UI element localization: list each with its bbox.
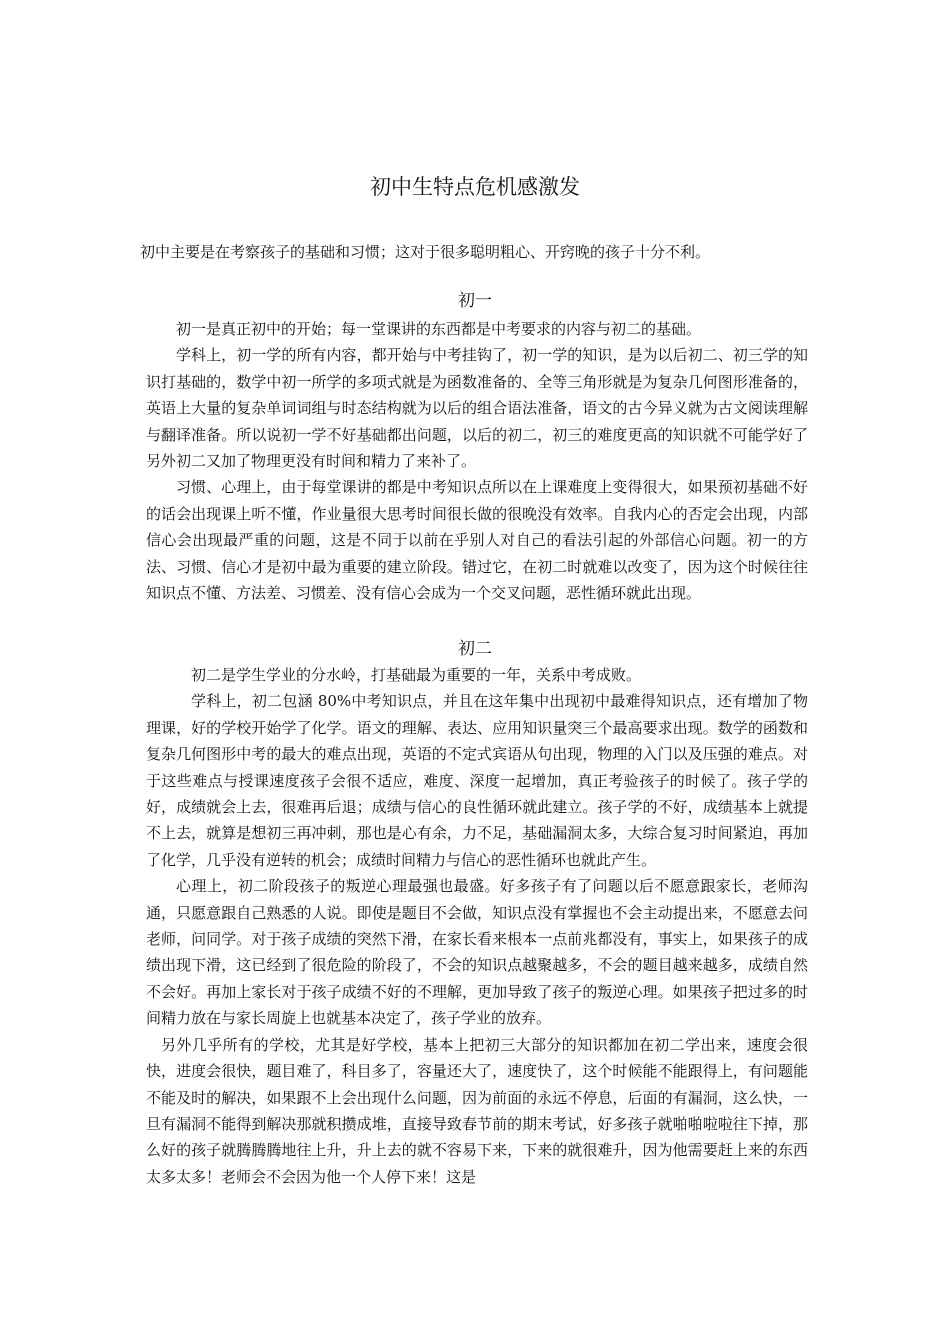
paragraph: 初一是真正初中的开始；每一堂课讲的东西都是中考要求的内容与初二的基础。 xyxy=(176,320,702,338)
paragraph: 学科上，初二包涵 80%中考知识点，并且在这年集中出现初中最难得知识点，还有增加了物理课，好的学校开始学了化学。语文的理解、表达、应用知识量突三个最高要求出现。数学的函数和复杂几何图形中考的最大的难点出现，英语的不定式宾语从句出现，物理的入门以及压强的难点。对于这些难点与授课速度孩子会很不适应，难度、深度一起增加，真正考验孩子的时候了。孩子学的好，成绩就会上去，很难再后退；成绩与信心的良性循环就此建立。孩子学的不好，成绩基本上就提不上去，就算是想初三再冲刺，那也是心有余，力不足，基础漏洞太多，大综合复习时间紧迫，再加了化学，几乎没有逆转的机会；成绩时间精力与信心的恶性循环也就此产生。 xyxy=(146,692,808,869)
section-body-grade-8 xyxy=(146,662,808,1190)
paragraph: 心理上，初二阶段孩子的叛逆心理最强也最盛。好多孩子有了问题以后不愿意跟家长，老师沟通，只愿意跟自己熟悉的人说。即使是题目不会做，知识点没有掌握也不会主动提出来，不愿意去问老师，问同学。对于孩子成绩的突然下滑，在家长看来根本一点前兆都没有，事实上，如果孩子的成绩出现下滑，这已经到了很危险的阶段了，不会的知识点越聚越多，不会的题目越来越多，成绩自然不会好。再加上家长对于孩子成绩不好的不理解，更加导致了孩子的叛逆心理。如果孩子把过多的时间精力放在与家长周旋上也就基本决定了，孩子学业的放弃。 xyxy=(146,877,808,1028)
paragraph: 初二是学生学业的分水岭，打基础最为重要的一年，关系中考成败。 xyxy=(191,666,642,684)
document-title: 初中生特点危机感激发 xyxy=(370,175,580,199)
paragraph: 学科上，初一学的所有内容，都开始与中考挂钩了，初一学的知识，是为以后初二、初三学的知识打基础的，数学中初一所学的多项式就是为函数准备的、全等三角形就是为复杂几何图形准备的，英语上大量的复杂单词词组与时态结构就为以后的组合语法准备，语文的古今异义就为古文阅读理解与翻译准备。所以说初一学不好基础都出问题，以后的初二，初三的难度更高的知识就不可能学好了另外初二又加了物理更没有时间和精力了来补了。 xyxy=(146,346,808,471)
intro-paragraph: 初中主要是在考察孩子的基础和习惯；这对于很多聪明粗心、开窍晚的孩子十分不利。 xyxy=(140,243,711,261)
section-heading-grade-8: 初二 xyxy=(458,639,492,659)
paragraph: 另外几乎所有的学校，尤其是好学校，基本上把初三大部分的知识都加在初二学出来，速度会很快，进度会很快，题目难了，科目多了，容量还大了，速度快了，这个时候能不能跟得上，有问题能不能及时的解决，如果跟不上会出现什么问题，因为前面的永远不停息，后面的有漏洞，这么快，一旦有漏洞不能得到解决那就积攒成堆，直接导致春节前的期末考试，好多孩子就啪啪啦啦往下掉，那么好的孩子就腾腾腾地往上升，升上去的就不容易下来，下来的就很难升，因为他需要赶上来的东西太多太多！老师会不会因为他一个人停下来！这是 xyxy=(146,1035,808,1186)
section-heading-grade-7: 初一 xyxy=(458,291,492,311)
paragraph: 习惯、心理上，由于每堂课讲的都是中考知识点所以在上课难度上变得很大，如果预初基础不好的话会出现课上听不懂，作业量很大思考时间很长做的很晚没有效率。自我内心的否定会出现，内部信心会出现最严重的问题，这是不同于以前在乎别人对自己的看法引起的外部信心问题。初一的方法、习惯、信心才是初中最为重要的建立阶段。错过它，在初二时就难以改变了，因为这个时候往往知识点不懂、方法差、习惯差、没有信心会成为一个交叉问题，恶性循环就此出现。 xyxy=(146,478,808,603)
section-body-grade-7 xyxy=(146,316,808,606)
